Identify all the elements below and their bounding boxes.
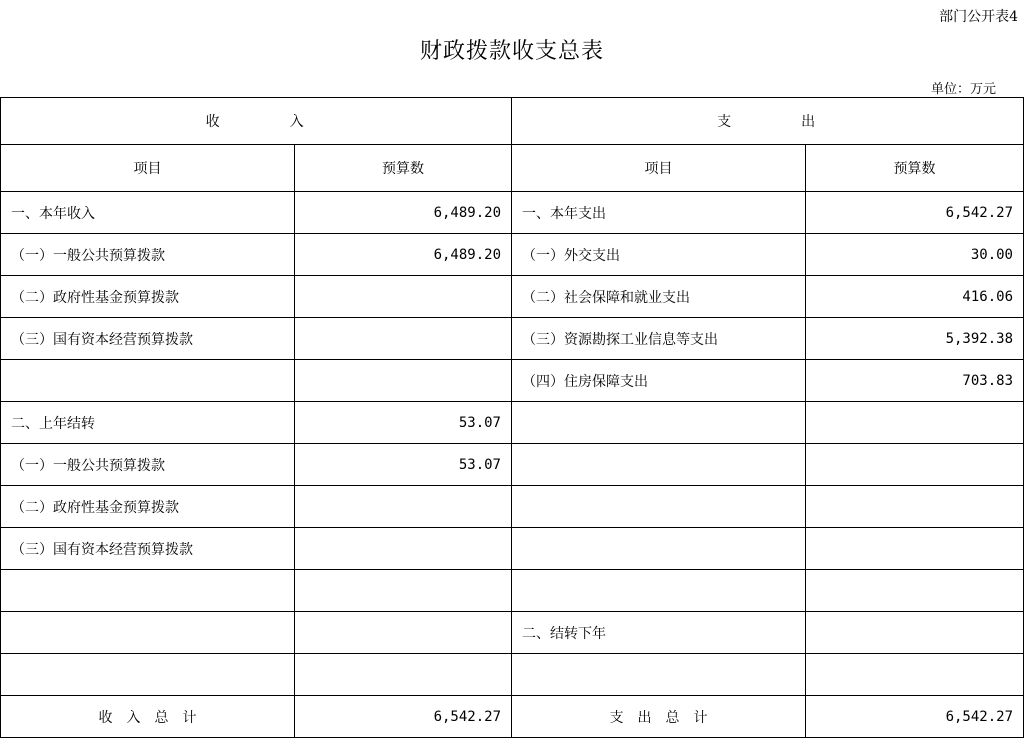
form-number: 部门公开表4 <box>939 9 1018 25</box>
column-header-row <box>1 145 1024 192</box>
income-item-cell <box>1 612 295 654</box>
table-row <box>1 318 1024 360</box>
income-item-cell: （三）国有资本经营预算拨款 <box>1 318 295 360</box>
expense-item-cell <box>512 570 806 612</box>
table-row <box>1 192 1024 234</box>
income-item-cell <box>1 360 295 402</box>
income-item-cell: （一）一般公共预算拨款 <box>1 444 295 486</box>
expense-amount-cell: 30.00 <box>806 234 1024 276</box>
expense-section-header: 支 出 <box>512 98 1024 145</box>
income-amount-cell <box>295 360 512 402</box>
table-row <box>1 402 1024 444</box>
table-row <box>1 444 1024 486</box>
expense-amount-cell: 416.06 <box>806 276 1024 318</box>
expense-item-cell <box>512 654 806 696</box>
expense-item-cell: （二）社会保障和就业支出 <box>512 276 806 318</box>
income-item-column-header: 项目 <box>1 145 295 192</box>
income-amount-cell <box>295 276 512 318</box>
unit-label: 单位：万元 <box>930 82 996 97</box>
expense-item-cell: 一、本年支出 <box>512 192 806 234</box>
expense-amount-cell <box>806 654 1024 696</box>
expense-item-column-header: 项目 <box>512 145 806 192</box>
expense-item-cell <box>512 444 806 486</box>
expense-amount-cell <box>806 612 1024 654</box>
income-item-cell: （二）政府性基金预算拨款 <box>1 486 295 528</box>
income-section-header: 收 入 <box>1 98 512 145</box>
income-item-cell: 一、本年收入 <box>1 192 295 234</box>
table-row <box>1 486 1024 528</box>
expense-total-label: 支 出 总 计 <box>512 696 806 738</box>
income-item-cell: （二）政府性基金预算拨款 <box>1 276 295 318</box>
expense-amount-cell: 5,392.38 <box>806 318 1024 360</box>
expense-item-cell: （一）外交支出 <box>512 234 806 276</box>
income-amount-cell <box>295 528 512 570</box>
income-amount-cell: 53.07 <box>295 444 512 486</box>
income-item-cell <box>1 570 295 612</box>
income-amount-cell <box>295 570 512 612</box>
income-amount-cell <box>295 612 512 654</box>
table-row <box>1 360 1024 402</box>
expense-item-cell <box>512 402 806 444</box>
income-item-cell <box>1 654 295 696</box>
expense-amount-cell: 703.83 <box>806 360 1024 402</box>
table-row <box>1 234 1024 276</box>
expense-amount-cell <box>806 402 1024 444</box>
expense-amount-cell <box>806 486 1024 528</box>
expense-amount-cell: 6,542.27 <box>806 192 1024 234</box>
expense-total-value: 6,542.27 <box>806 696 1024 738</box>
income-amount-column-header: 预算数 <box>295 145 512 192</box>
expense-amount-cell <box>806 570 1024 612</box>
income-total-label: 收 入 总 计 <box>1 696 295 738</box>
total-row <box>1 696 1024 738</box>
expense-amount-column-header: 预算数 <box>806 145 1024 192</box>
expense-item-cell: 二、结转下年 <box>512 612 806 654</box>
expense-item-cell <box>512 486 806 528</box>
income-amount-cell <box>295 318 512 360</box>
expense-amount-cell <box>806 444 1024 486</box>
income-item-cell: （一）一般公共预算拨款 <box>1 234 295 276</box>
expense-item-cell: （四）住房保障支出 <box>512 360 806 402</box>
table-row <box>1 570 1024 612</box>
expense-amount-cell <box>806 528 1024 570</box>
income-item-cell: 二、上年结转 <box>1 402 295 444</box>
income-total-value: 6,542.27 <box>295 696 512 738</box>
table-row <box>1 612 1024 654</box>
budget-table <box>0 97 1024 738</box>
page-title: 财政拨款收支总表 <box>419 39 604 64</box>
income-amount-cell <box>295 486 512 528</box>
income-amount-cell: 6,489.20 <box>295 192 512 234</box>
table-row <box>1 528 1024 570</box>
section-header-row <box>1 98 1024 145</box>
expense-item-cell <box>512 528 806 570</box>
income-item-cell: （三）国有资本经营预算拨款 <box>1 528 295 570</box>
income-amount-cell: 6,489.20 <box>295 234 512 276</box>
table-row <box>1 654 1024 696</box>
income-amount-cell: 53.07 <box>295 402 512 444</box>
income-amount-cell <box>295 654 512 696</box>
expense-item-cell: （三）资源勘探工业信息等支出 <box>512 318 806 360</box>
table-row <box>1 276 1024 318</box>
